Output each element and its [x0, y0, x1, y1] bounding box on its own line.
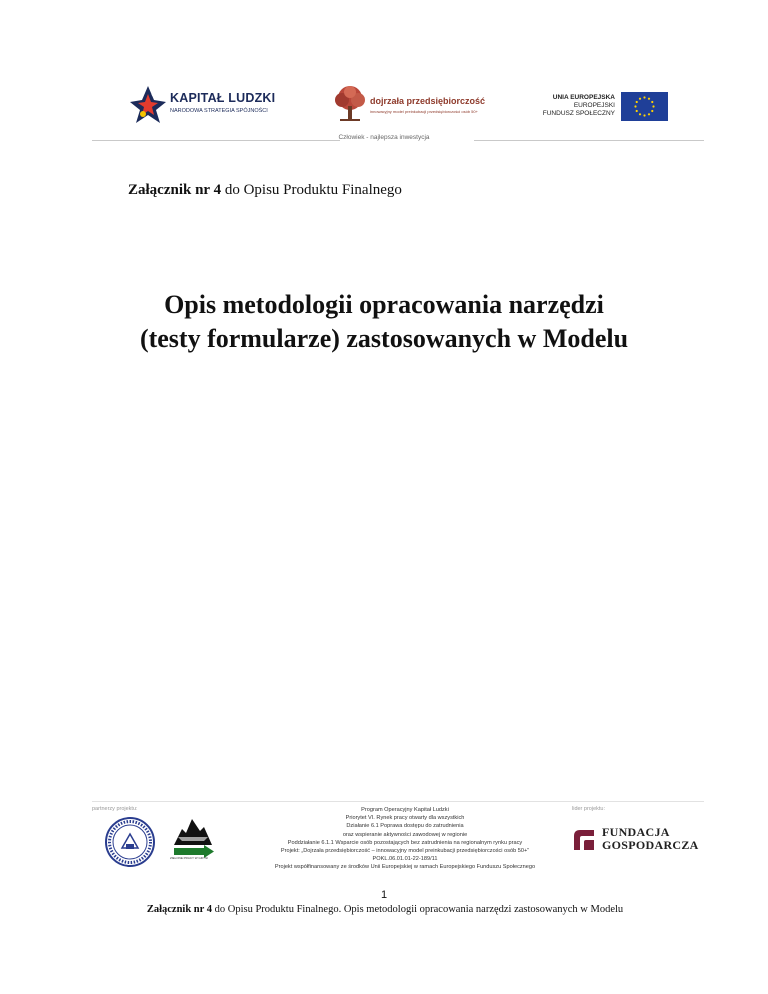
eu-star-icon — [639, 98, 641, 100]
kapital-ludzki-logo — [130, 84, 280, 124]
page-number: 1 — [380, 889, 388, 901]
fg-mark-icon — [572, 828, 596, 852]
eu-star-icon — [636, 101, 638, 103]
header-divider-right — [474, 140, 704, 141]
program-info — [250, 806, 560, 872]
attachment-label-bold: Załącznik nr 4 — [128, 182, 222, 198]
partner-label: partnerzy projektu: — [92, 806, 138, 812]
document-title — [84, 288, 684, 356]
eu-logo-text — [535, 94, 615, 118]
eu-star-icon — [652, 105, 654, 107]
dojrzala-przedsiebiorczosc-logo — [332, 84, 492, 124]
eu-flag-icon — [621, 92, 668, 121]
eu-star-icon — [643, 114, 645, 116]
program-line: oraz wspieranie aktywności zawodowej w regionie — [342, 831, 468, 838]
project-logo-title: dojrzała przedsiębiorczość — [370, 96, 486, 106]
eu-star-icon — [636, 110, 638, 112]
kl-logo-title: KAPITAŁ LUDZKI — [170, 91, 276, 105]
fg-logo-line2: GOSPODARCZA — [602, 838, 699, 852]
eu-star-icon — [639, 113, 641, 115]
program-line: Program Operacyjny Kapitał Ludzki — [361, 807, 449, 813]
program-line: Projekt: „Dojrzała przedsiębiorczość – innowacyjny model preinkubacji przedsiębiorczości osób 50+” — [280, 848, 530, 855]
eu-star-icon — [643, 96, 645, 98]
mountain-arrow-icon — [168, 815, 218, 861]
eu-star-icon — [648, 98, 650, 100]
footer-note-rest: do Opisu Produktu Finalnego. Opis metodologii opracowania narzędzi zastosowanych w Modelu — [211, 904, 624, 915]
green-project-logo — [168, 815, 218, 861]
eu-logo-line3: FUNDUSZ SPOŁECZNY — [542, 110, 615, 117]
eu-star-icon — [634, 105, 636, 107]
eu-star-icon — [648, 113, 650, 115]
green-logo-text: ZIELONE PRACY W GDYNI — [170, 856, 208, 860]
eu-star-icon — [651, 101, 653, 103]
program-line: Poddziałanie 6.1.1 Wsparcie osób pozostających bez zatrudnienia na regionalnym rynku pracy — [287, 839, 523, 846]
lider-label: lider projektu: — [572, 806, 606, 812]
attachment-label — [128, 182, 402, 199]
project-logo-subtitle: innowacyjny model preinkubacji przedsiębiorczości osób 50+ — [370, 109, 478, 114]
eu-stars — [621, 92, 668, 121]
fg-logo-text — [602, 826, 699, 852]
program-line: POKL.06.01.01-22-189/11 — [372, 856, 438, 863]
eu-logo-line2: EUROPEJSKI — [573, 102, 615, 109]
program-line: Projekt współfinansowany ze środków Unii Europejskiej w ramach Europejskiego Funduszu Społecznego — [274, 864, 536, 871]
kl-logo-subtitle: NARODOWA STRATEGIA SPÓJNOŚCI — [170, 108, 268, 114]
kapital-ludzki-star-icon — [130, 84, 166, 124]
footer-note-bold: Załącznik nr 4 — [146, 904, 212, 915]
footer-note — [60, 904, 710, 915]
footer-divider — [92, 801, 704, 802]
document-title-line2: (testy formularze) zastosowanych w Modelu — [139, 324, 629, 353]
document-title-line1: Opis metodologii opracowania narzędzi — [164, 290, 604, 319]
eu-star-icon — [651, 110, 653, 112]
attachment-label-rest: do Opisu Produktu Finalnego — [221, 182, 402, 198]
fundacja-gospodarcza-logo — [572, 826, 712, 854]
header-tagline: Człowiek - najlepsza inwestycja — [338, 134, 430, 141]
program-line: Działanie 6.1 Poprawa dostępu do zatrudnienia — [346, 823, 464, 830]
fg-logo-line1: FUNDACJA — [602, 825, 670, 839]
university-seal-icon — [104, 816, 156, 868]
eu-logo-line1: UNIA EUROPEJSKA — [552, 94, 615, 101]
program-line: Priorytet VI. Rynek pracy otwarty dla wszystkich — [345, 815, 465, 822]
tree-icon — [332, 84, 368, 124]
